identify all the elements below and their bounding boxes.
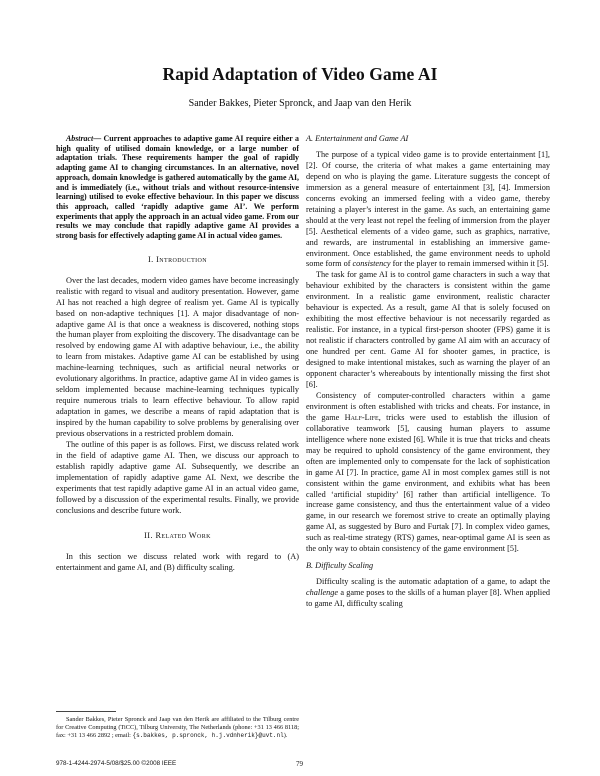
affiliation-footnote — [56, 716, 299, 739]
section-heading-related-work — [56, 531, 299, 542]
text-run: for the player to remain immersed within it [5]. — [392, 259, 549, 269]
subsection-b-paragraph — [306, 577, 550, 610]
text-run: The purpose of a typical video game is to provide entertainment [1], [2]. Of course, the criteria of what makes a game entertaining may depend on who is playing the game. Literature suggests the concept of immersion as a general measure of entertainment [3], [4]. Immersion concerns evoking an immersed feeling with a video game, thereby retaining a player’s interest in the game. As such, an entertaining game should at the very least not repel the feeling of immersion from the player [5]. Aesthetical elements of a video game, such as graphics, narrative, and rewards, are instrumental in establishing an immersive game-environment. Once established, the game environment needs to uphold some form of — [306, 149, 550, 269]
page-number: 79 — [296, 760, 303, 768]
author-list: Sander Bakkes, Pieter Spronck, and Jaap van den Herik — [188, 98, 412, 109]
section-number: II. — [144, 530, 153, 540]
game-name: Half-Life — [344, 412, 379, 422]
subsection-heading-entertainment: A. Entertainment and Game AI — [306, 134, 409, 143]
abstract-text: — Current approaches to adaptive game AI require either a high quality of utilised domain knowledge, or a large number of adaptation trials. These requirements hamper the goal of rapidly adapting game AI to changing circumstances. In an alternative, novel approach, domain knowledge is gathered automatically by the game AI, and is immediately (i.e., without trials and without resource-intensive learning) utilised to evoke effective behaviour. In this paper we discuss this approach, called ‘rapidly adaptive game AI’. We perform experiments that apply the approach in an actual video game. From our results we may conclude that rapidly adaptive game AI provides a strong basis for effectively adapting game AI in actual video games. — [56, 134, 299, 241]
isbn-copyright: 978-1-4244-2974-5/08/$25.00 ©2008 IEEE — [56, 760, 177, 767]
intro-paragraph: The outline of this paper is as follows. First, we discuss related work in the field of adaptive game AI. Then, we discuss our approach to establish rapidly adaptive game AI. Subsequently, we describe an implementation of rapidly adaptive game AI. Next, we describe the experiments that test rapidly adaptive game AI in an actual video game, followed by a discussion of the experimental results. Finally, we provide conclusions and describe future work. — [56, 439, 299, 515]
emphasis: consistency — [352, 259, 391, 269]
right-column — [306, 134, 550, 610]
abstract-label: Abstract — [66, 134, 94, 143]
intro-paragraph: Over the last decades, modern video games have become increasingly realistic with regard to visual and auditory presentation. However, game AI has not reached a high degree of realism yet. Game AI is typically based on non-adaptive techniques [1]. A major disadvantage of non-adaptive game AI is that once a weakness is discovered, nothing stops the human player from exploiting the discovery. The disadvantage can be resolved by endowing game AI with adaptive behaviour, i.e., the ability to learn from mistakes. Adaptive game AI can be established by using machine-learning techniques, such as artificial neural networks or evolutionary algorithms. In practice, adaptive game AI in video games is seldom implemented because machine-learning techniques typically require numerous trials to learn effective behaviour. To allow rapid adaptation in games, we describe a means of rapid adaptation that is inspired by the human capability to solve problems by generalising over previous observations in a restricted problem domain. — [56, 275, 299, 439]
section-title: Related Work — [155, 530, 211, 540]
footnote-emails: {s.bakkes, p.spronck, h.j.vdnherik}@uvt.nl — [132, 731, 284, 739]
section-number: I. — [147, 254, 154, 264]
subsection-a-paragraph — [306, 150, 550, 270]
abstract — [56, 134, 299, 241]
subsection-a-paragraph — [306, 391, 550, 555]
section-title: Introduction — [156, 254, 208, 264]
text-run: a game poses to the skills of a human player [8]. When applied to game AI, difficulty scaling — [306, 588, 550, 609]
text-run: , tricks were used to establish the illusion of collaborative teamwork [5], causing human players to assume intelligence where none existed [6]. While it is true that tricks and cheats may be required to uphold consistency of the game environment, they often are implemented only to compensate for the lack of sophistication in game AI [7]. In practice, game AI in most complex games still is not consistent within the game environment, and exhibits what has been called ‘artificial stupidity’ [6] rather than artificial intelligence. To increase game consistency, and thus the entertainment value of a video game, in our research we foremost strive to create an optimally playing game AI, as suggested by Buro and Furtak [7]. In complex video games, such as real-time strategy (RTS) games, near-optimal game AI is seen as the only way to obtain consistency of the game environment [5]. — [306, 412, 550, 554]
text-run: Difficulty scaling is the automatic adaptation of a game, to adapt the — [316, 577, 550, 587]
footnote-text: Sander Bakkes, Pieter Spronck and Jaap van den Herik are affiliated to the Tilburg centre for Creative Computing (TiCC), Tilburg University, The Netherlands (phone: +31 13 466 8118; fax: +31 13 466 2892 ; email: — [56, 716, 299, 739]
footnote-end: ). — [283, 731, 288, 739]
subsection-heading-difficulty-scaling: B. Difficulty Scaling — [306, 561, 374, 571]
footnote-rule — [56, 711, 116, 712]
subsection-a-paragraph: The task for game AI is to control game characters in such a way that behaviour exhibited by the characters is consistent within the game environment. In a realistic game environment, realistic character behaviour is expected. As a result, game AI that is solely focused on exhibiting the most effective behaviour is not necessarily regarded as realistic. For instance, in a typical first-person shooter (FPS) game it is not realistic if characters controlled by game AI aim with an accuracy of one hundred per cent. Game AI for shooter games, in practice, is designed to make intentional mistakes, such as warning the player of an opponent character’s whereabouts by intentionally missing the first shot [6]. — [306, 270, 550, 389]
left-column — [56, 134, 299, 574]
emphasis: challenge — [306, 588, 339, 598]
section-heading-introduction — [56, 255, 299, 266]
paper-title: Rapid Adaptation of Video Game AI — [162, 64, 438, 84]
text-run: Consistency of computer-controlled characters within a game environment is often established with tricks and cheats. For instance, in the game — [306, 390, 550, 422]
related-paragraph: In this section we discuss related work with regard to (A) entertainment and game AI, and (B) difficulty scaling. — [56, 551, 299, 572]
